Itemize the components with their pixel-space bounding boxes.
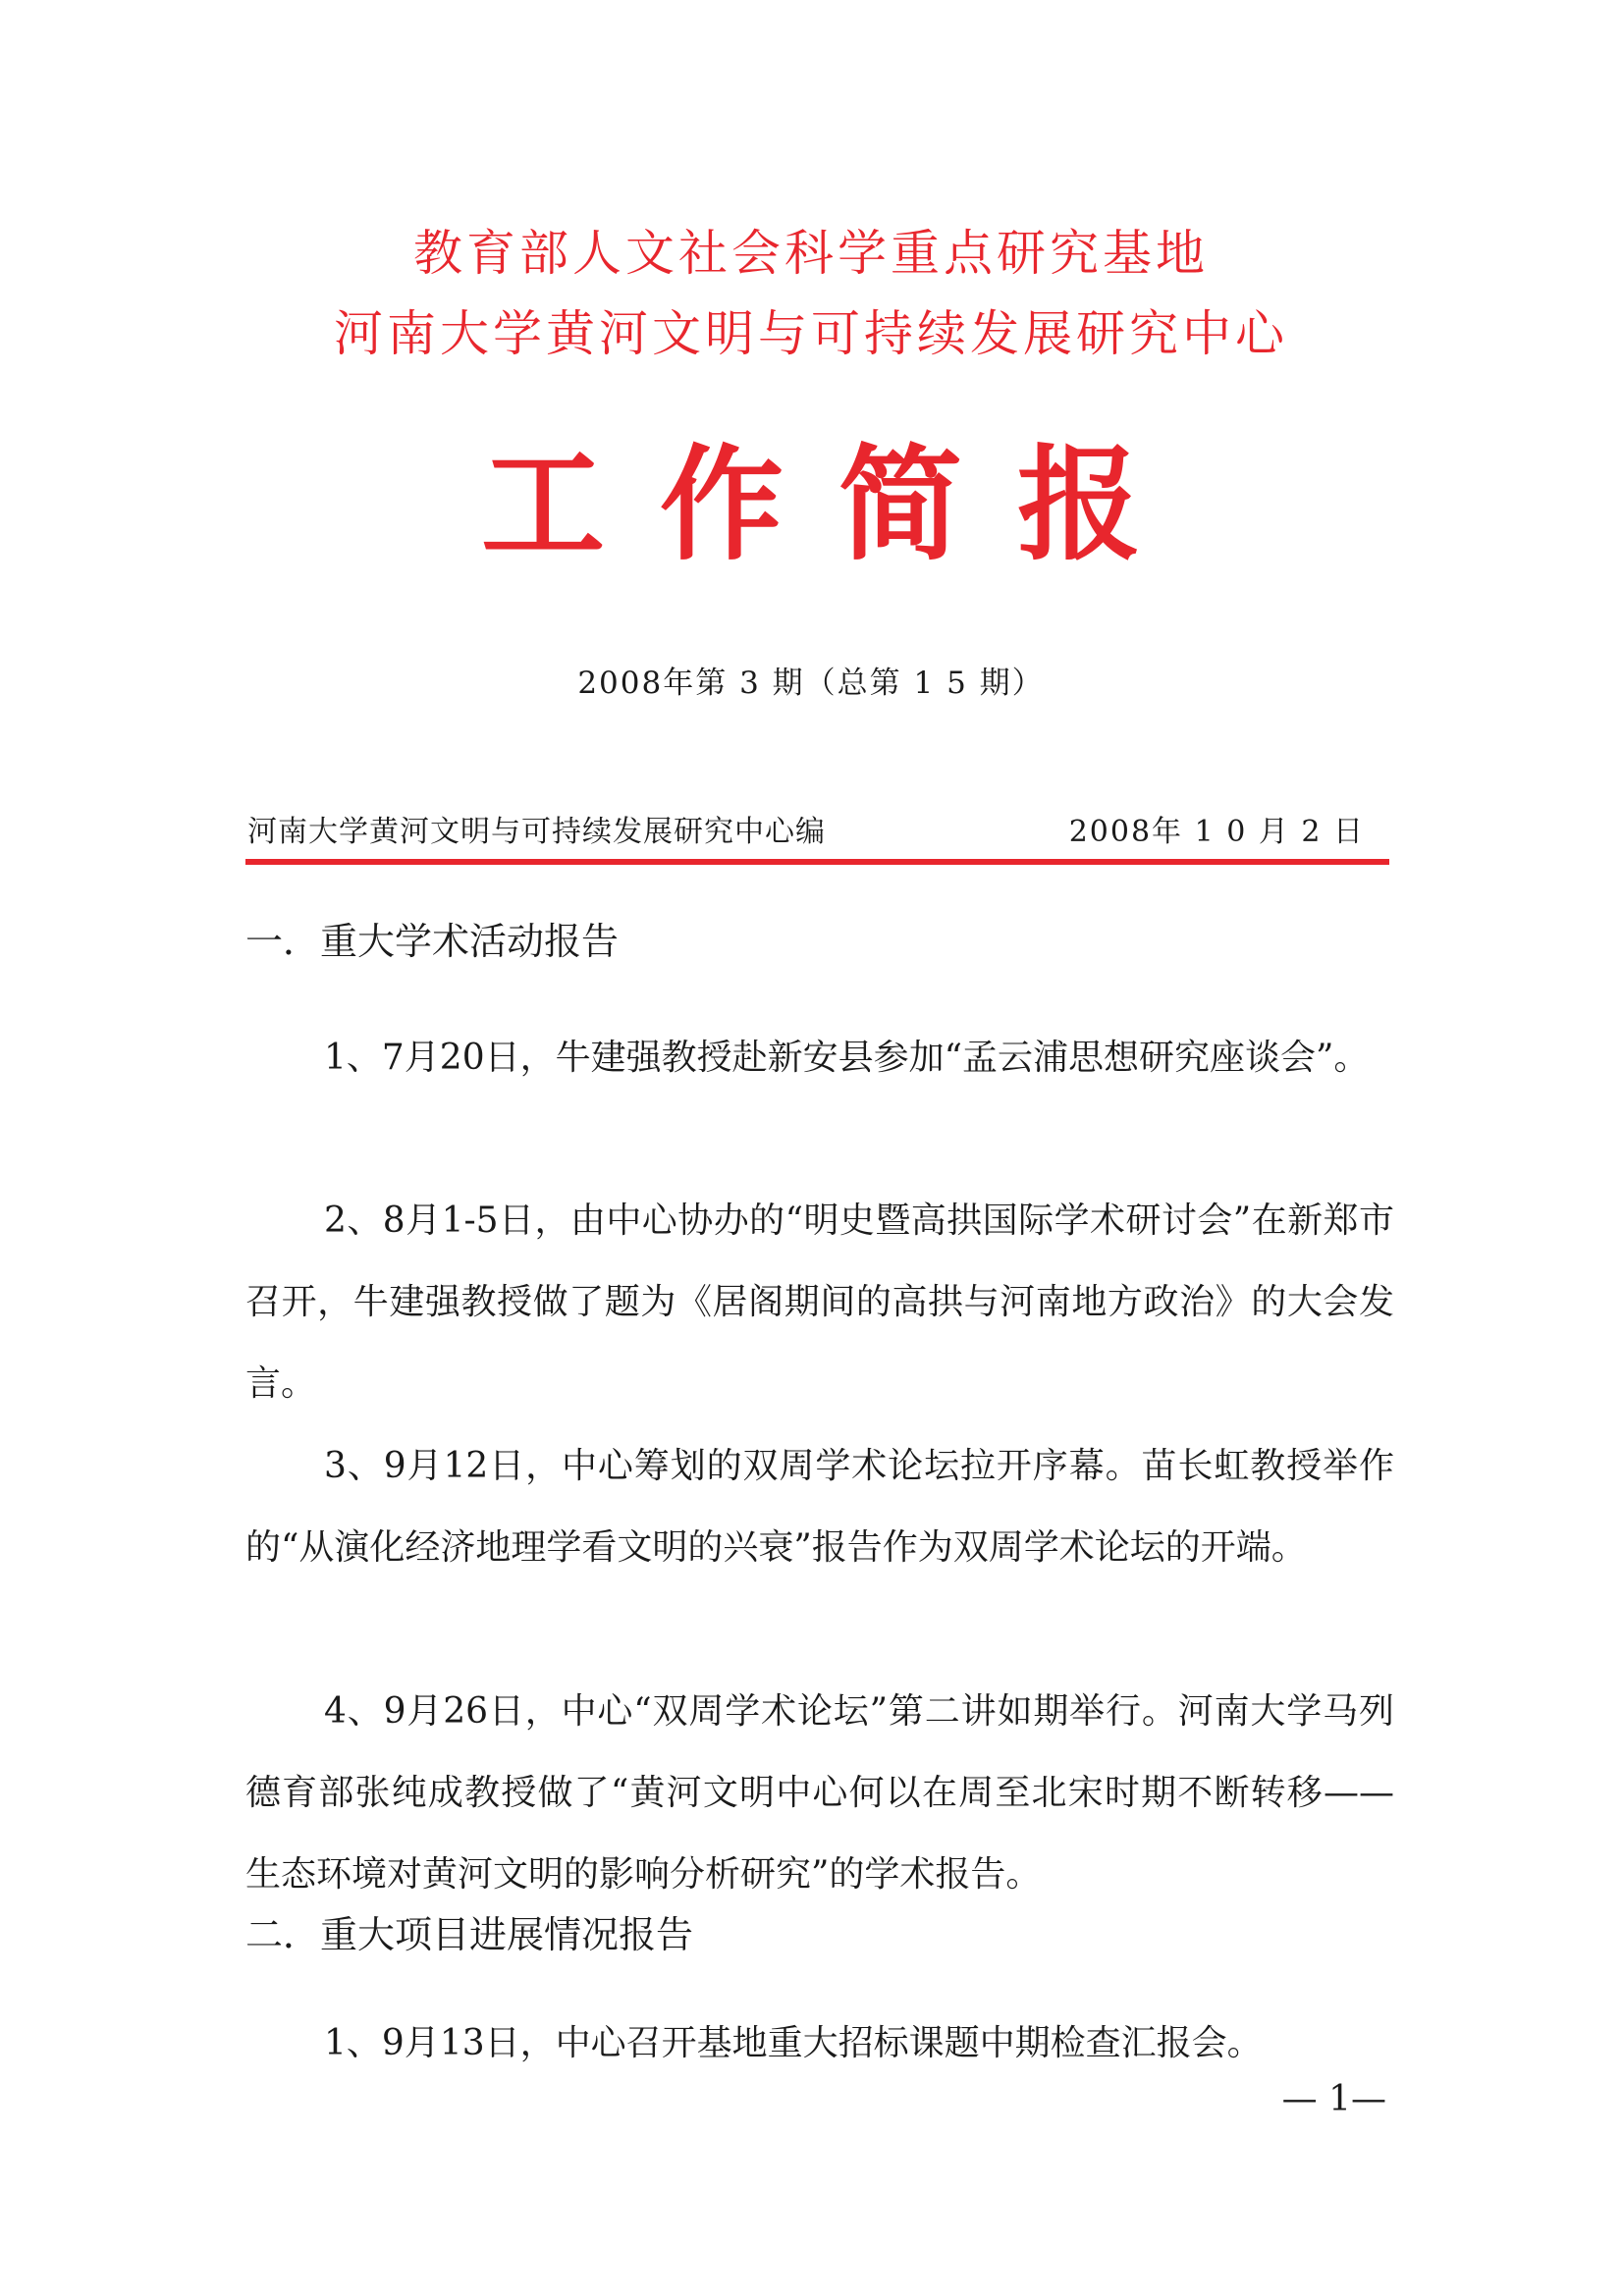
paragraph-item-4: 4、9月26日，中心“双周学术论坛”第二讲如期举行。河南大学马列德育部张纯成教授做了“黄河文明中心何以在周至北宋时期不断转移——生态环境对黄河文明的影响分析研究”的学术报告。	[245, 1691, 1394, 1895]
paragraph-item-2: 2、8月1-5日，由中心协办的“明史暨高拱国际学术研讨会”在新郑市召开，牛建强教授做了题为《居阁期间的高拱与河南地方政治》的大会发言。	[245, 1201, 1394, 1404]
page-number: — 1—	[1281, 2079, 1386, 2119]
publication-date: 2008年 1 0 月 2 日	[1068, 815, 1365, 849]
issue-number: 2008年第 3 期（总第 1 5 期）	[577, 666, 1045, 701]
editor-line: 河南大学黄河文明与可持续发展研究中心编	[247, 815, 826, 849]
org-name-line-1: 教育部人文社会科学重点研究基地	[413, 225, 1209, 282]
paragraph-project-item-1: 1、9月13日，中心召开基地重大招标课题中期检查汇报会。	[324, 2023, 1263, 2063]
section-heading-academic-activities: 一．重大学术活动报告	[245, 920, 620, 963]
bulletin-title: 工作简报	[481, 433, 1196, 577]
org-name-line-2: 河南大学黄河文明与可持续发展研究中心	[334, 305, 1288, 362]
section-heading-project-progress: 二．重大项目进展情况报告	[245, 1913, 694, 1956]
red-divider-rule	[245, 859, 1389, 865]
paragraph-item-3: 3、9月12日，中心筹划的双周学术论坛拉开序幕。苗长虹教授举作的“从演化经济地理学看文明的兴衰”报告作为双周学术论坛的开端。	[245, 1446, 1394, 1568]
paragraph-item-1: 1、7月20日，牛建强教授赴新安县参加“孟云浦思想研究座谈会”。	[324, 1038, 1370, 1078]
